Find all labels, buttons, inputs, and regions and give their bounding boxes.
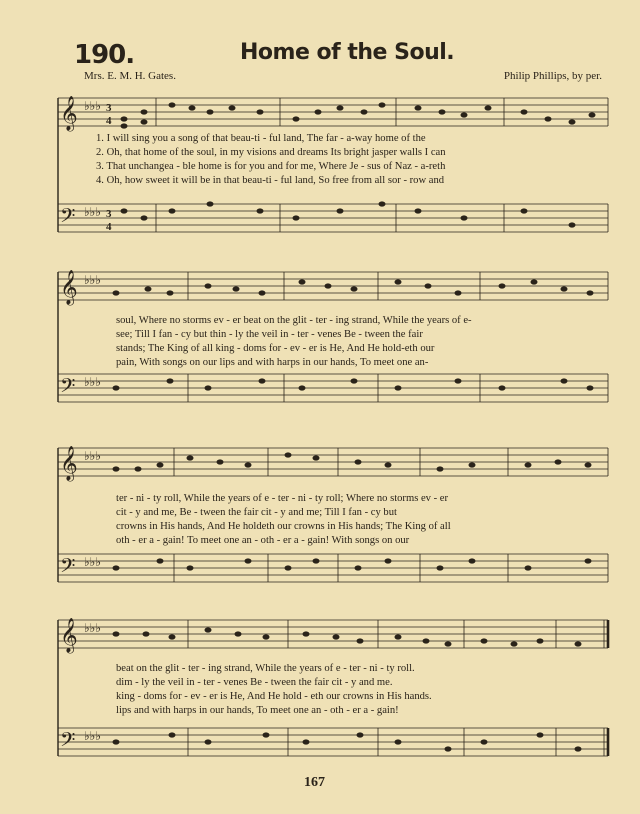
svg-text:3: 3 — [106, 102, 112, 114]
svg-text:♭♭♭: ♭♭♭ — [84, 205, 101, 219]
music-system-1 — [48, 92, 610, 250]
music-system-3 — [48, 440, 610, 600]
svg-text:𝄢: 𝄢 — [60, 728, 76, 756]
svg-text:4: 4 — [106, 221, 112, 233]
verse-lyrics — [48, 662, 610, 718]
svg-text:♭♭♭: ♭♭♭ — [84, 99, 101, 113]
lyric-line: 2. Oh, that home of the soul, in my visions and dreams Its bright jasper walls I can — [96, 147, 446, 158]
lyric-line: 4. Oh, how sweet it will be in that beau-ti - ful land, So free from all sor - row and — [96, 175, 445, 186]
lyric-line: cit - y and me, Be - tween the fair cit - y and me; Till I fan - cy but — [116, 507, 397, 518]
lyric-line: see; Till I fan - cy but thin - ly the veil in - ter - venes Be - tween the fair — [116, 329, 423, 340]
svg-text:♭♭♭: ♭♭♭ — [84, 729, 101, 743]
lyric-line: king - doms for - ev - er is He, And He hold - eth our crowns in His hands. — [116, 691, 432, 702]
lyric-line: pain, With songs on our lips and with harps in our hands, To meet one an- — [116, 357, 429, 368]
lyric-line: 3. That unchangea - ble home is for you and for me, Where Je - sus of Naz - a-reth — [96, 161, 446, 172]
svg-text:♭♭♭: ♭♭♭ — [84, 449, 101, 463]
svg-text:♭♭♭: ♭♭♭ — [84, 555, 101, 569]
svg-text:𝄞: 𝄞 — [60, 618, 78, 653]
svg-text:𝄞: 𝄞 — [60, 270, 78, 305]
music-system-2 — [48, 266, 610, 424]
svg-text:𝄞: 𝄞 — [60, 96, 78, 131]
svg-text:♭♭♭: ♭♭♭ — [84, 273, 101, 287]
lyric-line: 1. I will sing you a song of that beau-ti - ful land, The far - a-way home of the — [96, 133, 426, 144]
verse-lyrics — [48, 314, 610, 370]
lyric-line: stands; The King of all king - doms for - ev - er is He, And He hold-eth our — [116, 343, 435, 354]
svg-text:𝄢: 𝄢 — [60, 374, 76, 402]
lyric-line: soul, Where no storms ev - er beat on the glit - ter - ing strand, While the years of e- — [116, 315, 472, 326]
svg-text:𝄢: 𝄢 — [60, 554, 76, 582]
lyric-line: crowns in His hands, And He holdeth our crowns in His hands; The King of all — [116, 521, 451, 532]
hymn-number: 190. — [74, 40, 135, 70]
lyric-line: dim - ly the veil in - ter - venes Be - tween the fair cit - y and me. — [116, 677, 393, 688]
lyric-line: lips and with harps in our hands, To meet one an - oth - er a - gain! — [116, 705, 399, 716]
page-number: 167 — [304, 775, 325, 790]
svg-text:𝄢: 𝄢 — [60, 204, 76, 232]
svg-text:♭♭♭: ♭♭♭ — [84, 375, 101, 389]
verse-lyrics — [48, 492, 610, 548]
svg-text:𝄞: 𝄞 — [60, 446, 78, 481]
verse-lyrics — [48, 132, 610, 188]
hymn-title: Home of the Soul. — [240, 40, 455, 65]
svg-text:3: 3 — [106, 208, 112, 220]
music-system-4 — [48, 614, 610, 772]
svg-text:4: 4 — [106, 115, 112, 127]
lyric-line: ter - ni - ty roll, While the years of e - ter - ni - ty roll; Where no storms ev - er — [116, 493, 449, 504]
lyric-line: beat on the glit - ter - ing strand, While the years of e - ter - ni - ty roll. — [116, 663, 415, 674]
lyricist-credit: Mrs. E. M. H. Gates. — [84, 70, 176, 82]
lyric-line: oth - er a - gain! To meet one an - oth - er a - gain! With songs on our — [116, 535, 410, 546]
svg-text:♭♭♭: ♭♭♭ — [84, 621, 101, 635]
composer-credit: Philip Phillips, by per. — [503, 70, 602, 82]
